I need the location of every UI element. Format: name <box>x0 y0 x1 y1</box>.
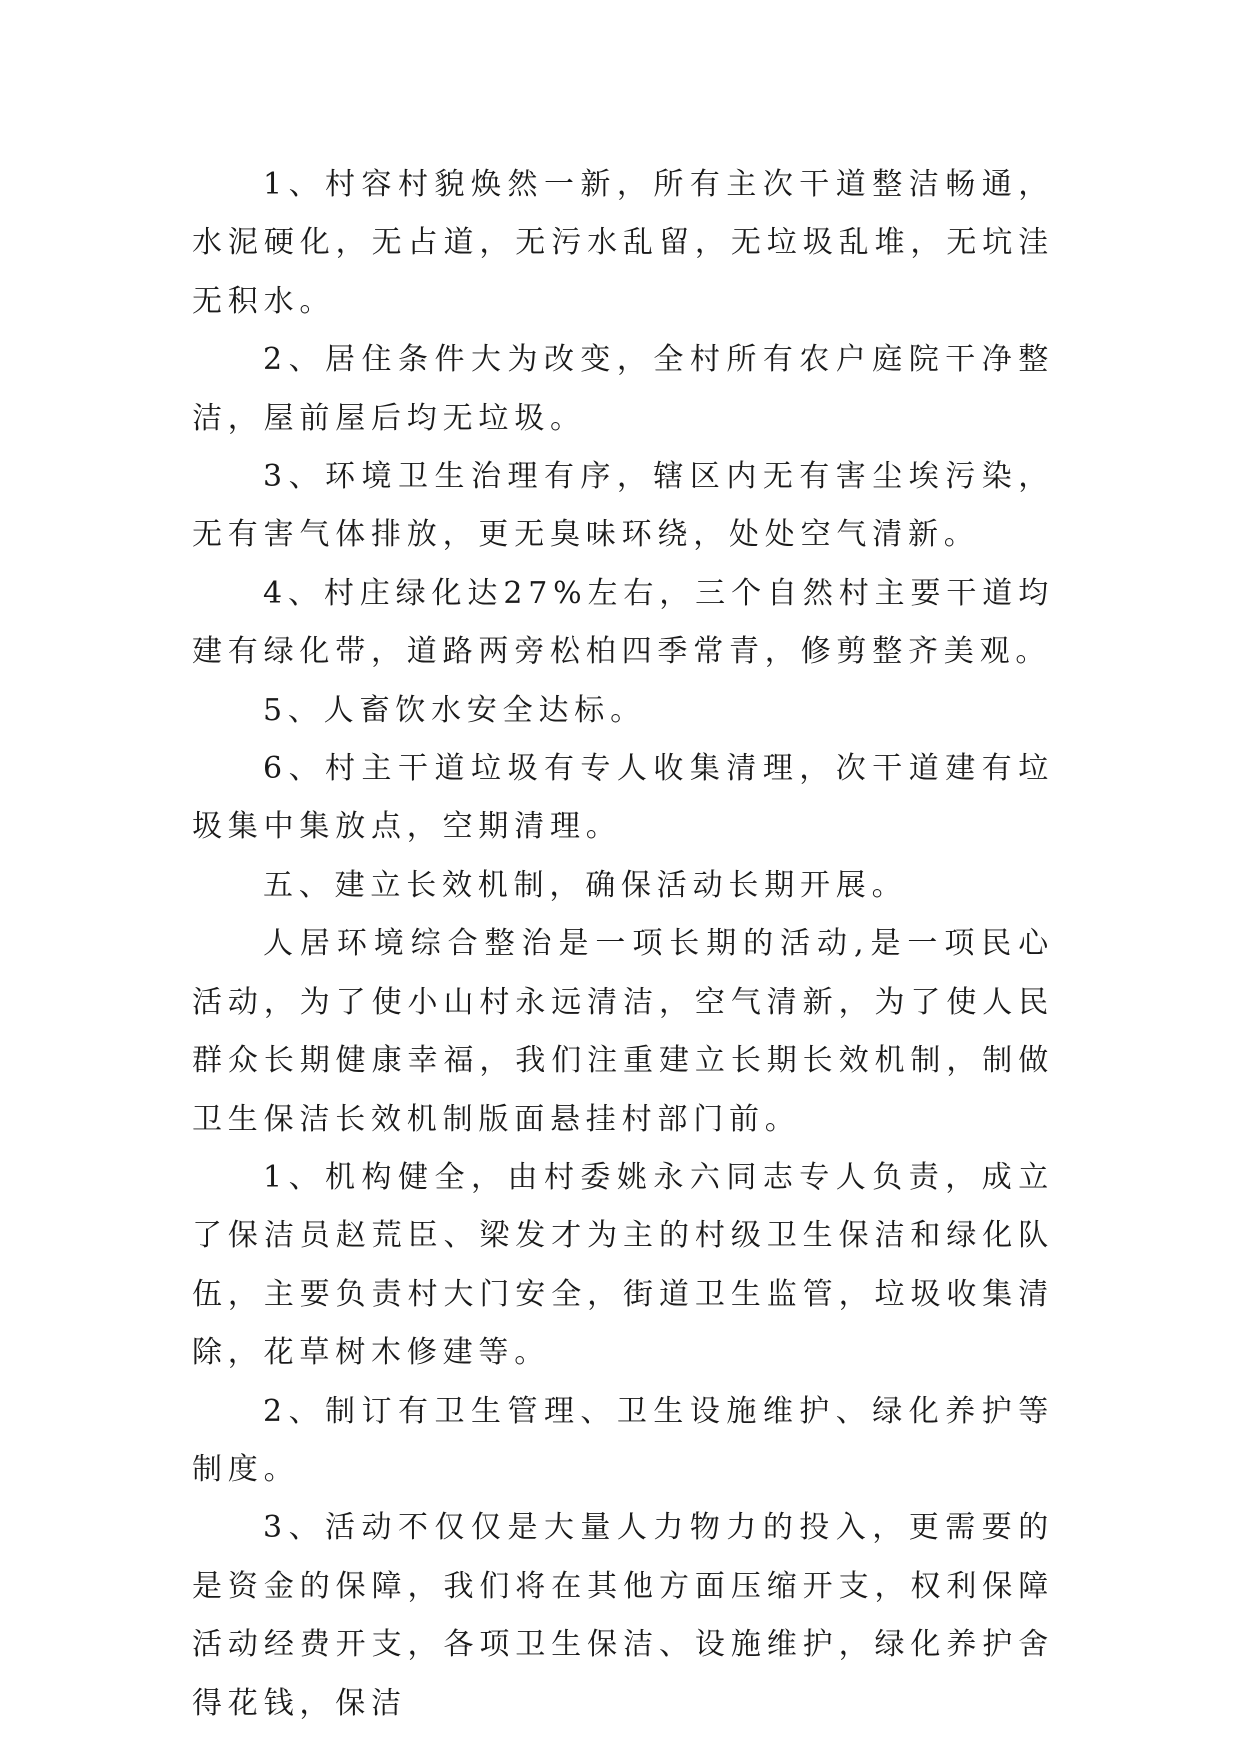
paragraph-result-6: 6、村主干道垃圾有专人收集清理，次干道建有垃圾集中集放点，空期清理。 <box>192 751 1054 845</box>
paragraph-mechanism-3: 3、活动不仅仅是大量人力物力的投入，更需要的是资金的保障，我们将在其他方面压缩开支，权利保障活动经费开支，各项卫生保洁、设施维护，绿化养护舍得花钱，保洁 <box>192 1510 1054 1721</box>
paragraph-result-4: 4、村庄绿化达27%左右，三个自然村主要干道均建有绿化带，道路两旁松柏四季常青，修剪整齐美观。 <box>192 575 1054 670</box>
paragraph-intro: 人居环境综合整治是一项长期的活动,是一项民心活动，为了使小山村永远清洁，空气清新，为了使人民群众长期健康幸福，我们注重建立长期长效机制，制做卫生保洁长效机制版面悬挂村部门前。 <box>192 926 1054 1137</box>
paragraph-mechanism-1: 1、机构健全，由村委姚永六同志专人负责，成立了保洁员赵荒臣、梁发才为主的村级卫生保洁和绿化队伍，主要负责村大门安全，街道卫生监管，垃圾收集清除，花草树木修建等。 <box>192 1159 1054 1371</box>
paragraph-result-3: 3、环境卫生治理有序，辖区内无有害尘埃污染，无有害气体排放，更无臭味环绕，处处空气清新。 <box>192 459 1054 553</box>
paragraph-result-2: 2、居住条件大为改变，全村所有农户庭院干净整洁，屋前屋后均无垃圾。 <box>192 342 1054 436</box>
paragraph-result-5: 5、人畜饮水安全达标。 <box>263 692 646 728</box>
section-heading-5: 五、建立长效机制，确保活动长期开展。 <box>263 867 908 903</box>
paragraph-result-1: 1、村容村貌焕然一新，所有主次干道整洁畅通，水泥硬化，无占道，无污水乱留，无垃圾乱堆，无坑洼无积水。 <box>192 167 1054 319</box>
paragraph-mechanism-2: 2、制订有卫生管理、卫生设施维护、绿化养护等制度。 <box>192 1393 1054 1487</box>
document-body <box>192 156 1054 1733</box>
